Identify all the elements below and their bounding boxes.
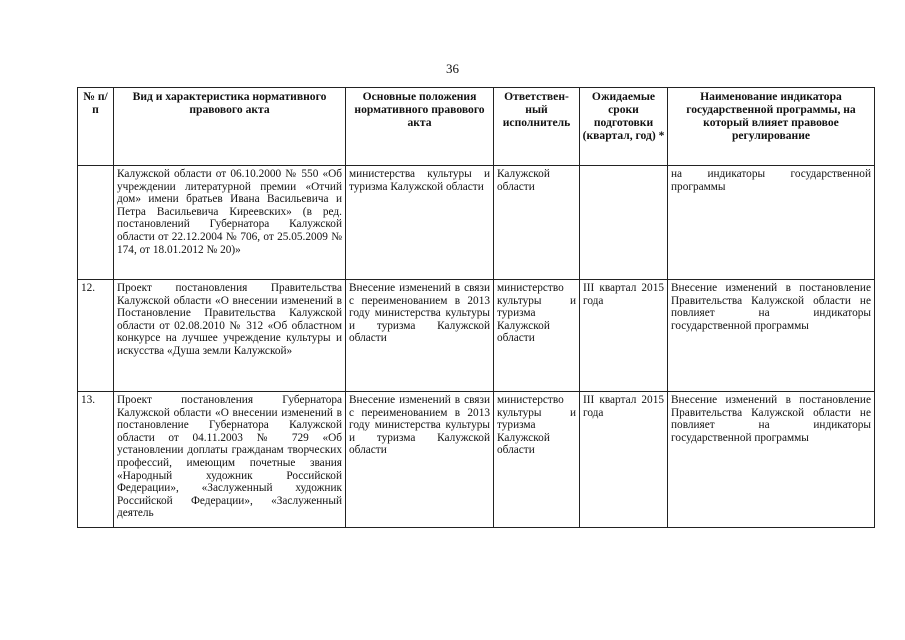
cell-provisions: министерства культуры и туризма Калужской области: [346, 166, 494, 280]
cell-number: [78, 166, 114, 280]
cell-act: Проект постановления Губернатора Калужской области «О внесении изменений в постановление Губернатора Калужской области от 04.11.2003 № 729 «Об установлении доплаты гражданам творческих профессий, имеющим почетные звания «Народный художник Российской Федерации», «Заслуженный художник Российской Федерации», «Заслуженный деятель: [114, 392, 346, 528]
table-row: [78, 166, 875, 280]
regulation-table: [77, 87, 875, 528]
table-row: [78, 392, 875, 528]
cell-provisions: Внесение изменений в связи с переименованием в 2013 году министерства культуры и туризма Калужской области: [346, 280, 494, 392]
cell-executor: Калужской области: [494, 166, 580, 280]
cell-provisions: Внесение изменений в связи с переименованием в 2013 году министерства культуры и туризма Калужской области: [346, 392, 494, 528]
header-executor: Ответствен-ный исполнитель: [494, 88, 580, 166]
cell-indicator: Внесение изменений в постановление Правительства Калужской области не повлияет на индикаторы государственной программы: [668, 392, 875, 528]
cell-indicator: на индикаторы государственной программы: [668, 166, 875, 280]
header-number: № п/п: [78, 88, 114, 166]
page-number: 36: [446, 61, 459, 76]
header-provisions: Основные положения нормативного правового акта: [346, 88, 494, 166]
table-row: [78, 280, 875, 392]
cell-act: Калужской области от 06.10.2000 № 550 «Об учреждении литературной премии «Отчий дом» имени братьев Ивана Васильевича и Петра Васильевича Киреевских» (в ред. постановлений Губернатора Калужской области от 22.12.2004 № 706, от 25.05.2009 № 174, от 18.01.2012 № 20)»: [114, 166, 346, 280]
cell-act: Проект постановления Правительства Калужской области «О внесении изменений в Постановление Правительства Калужской области от 02.08.2010 № 312 «Об областном конкурсе на лучшее учреждение культуры и искусства «Душа земли Калужской»: [114, 280, 346, 392]
cell-indicator: Внесение изменений в постановление Правительства Калужской области не повлияет на индикаторы государственной программы: [668, 280, 875, 392]
cell-term: III квартал 2015 года: [580, 392, 668, 528]
header-indicator: Наименование индикатора государственной программы, на который влияет правовое регулирование: [668, 88, 875, 166]
table-header-row: [78, 88, 875, 166]
header-act-type: Вид и характеристика нормативного правового акта: [114, 88, 346, 166]
header-term: Ожидаемые сроки подготовки (квартал, год) *: [580, 88, 668, 166]
cell-term: III квартал 2015 года: [580, 280, 668, 392]
cell-executor: министерство культуры и туризма Калужской области: [494, 280, 580, 392]
cell-number: 12.: [78, 280, 114, 392]
cell-term: [580, 166, 668, 280]
cell-executor: министерство культуры и туризма Калужской области: [494, 392, 580, 528]
cell-number: 13.: [78, 392, 114, 528]
